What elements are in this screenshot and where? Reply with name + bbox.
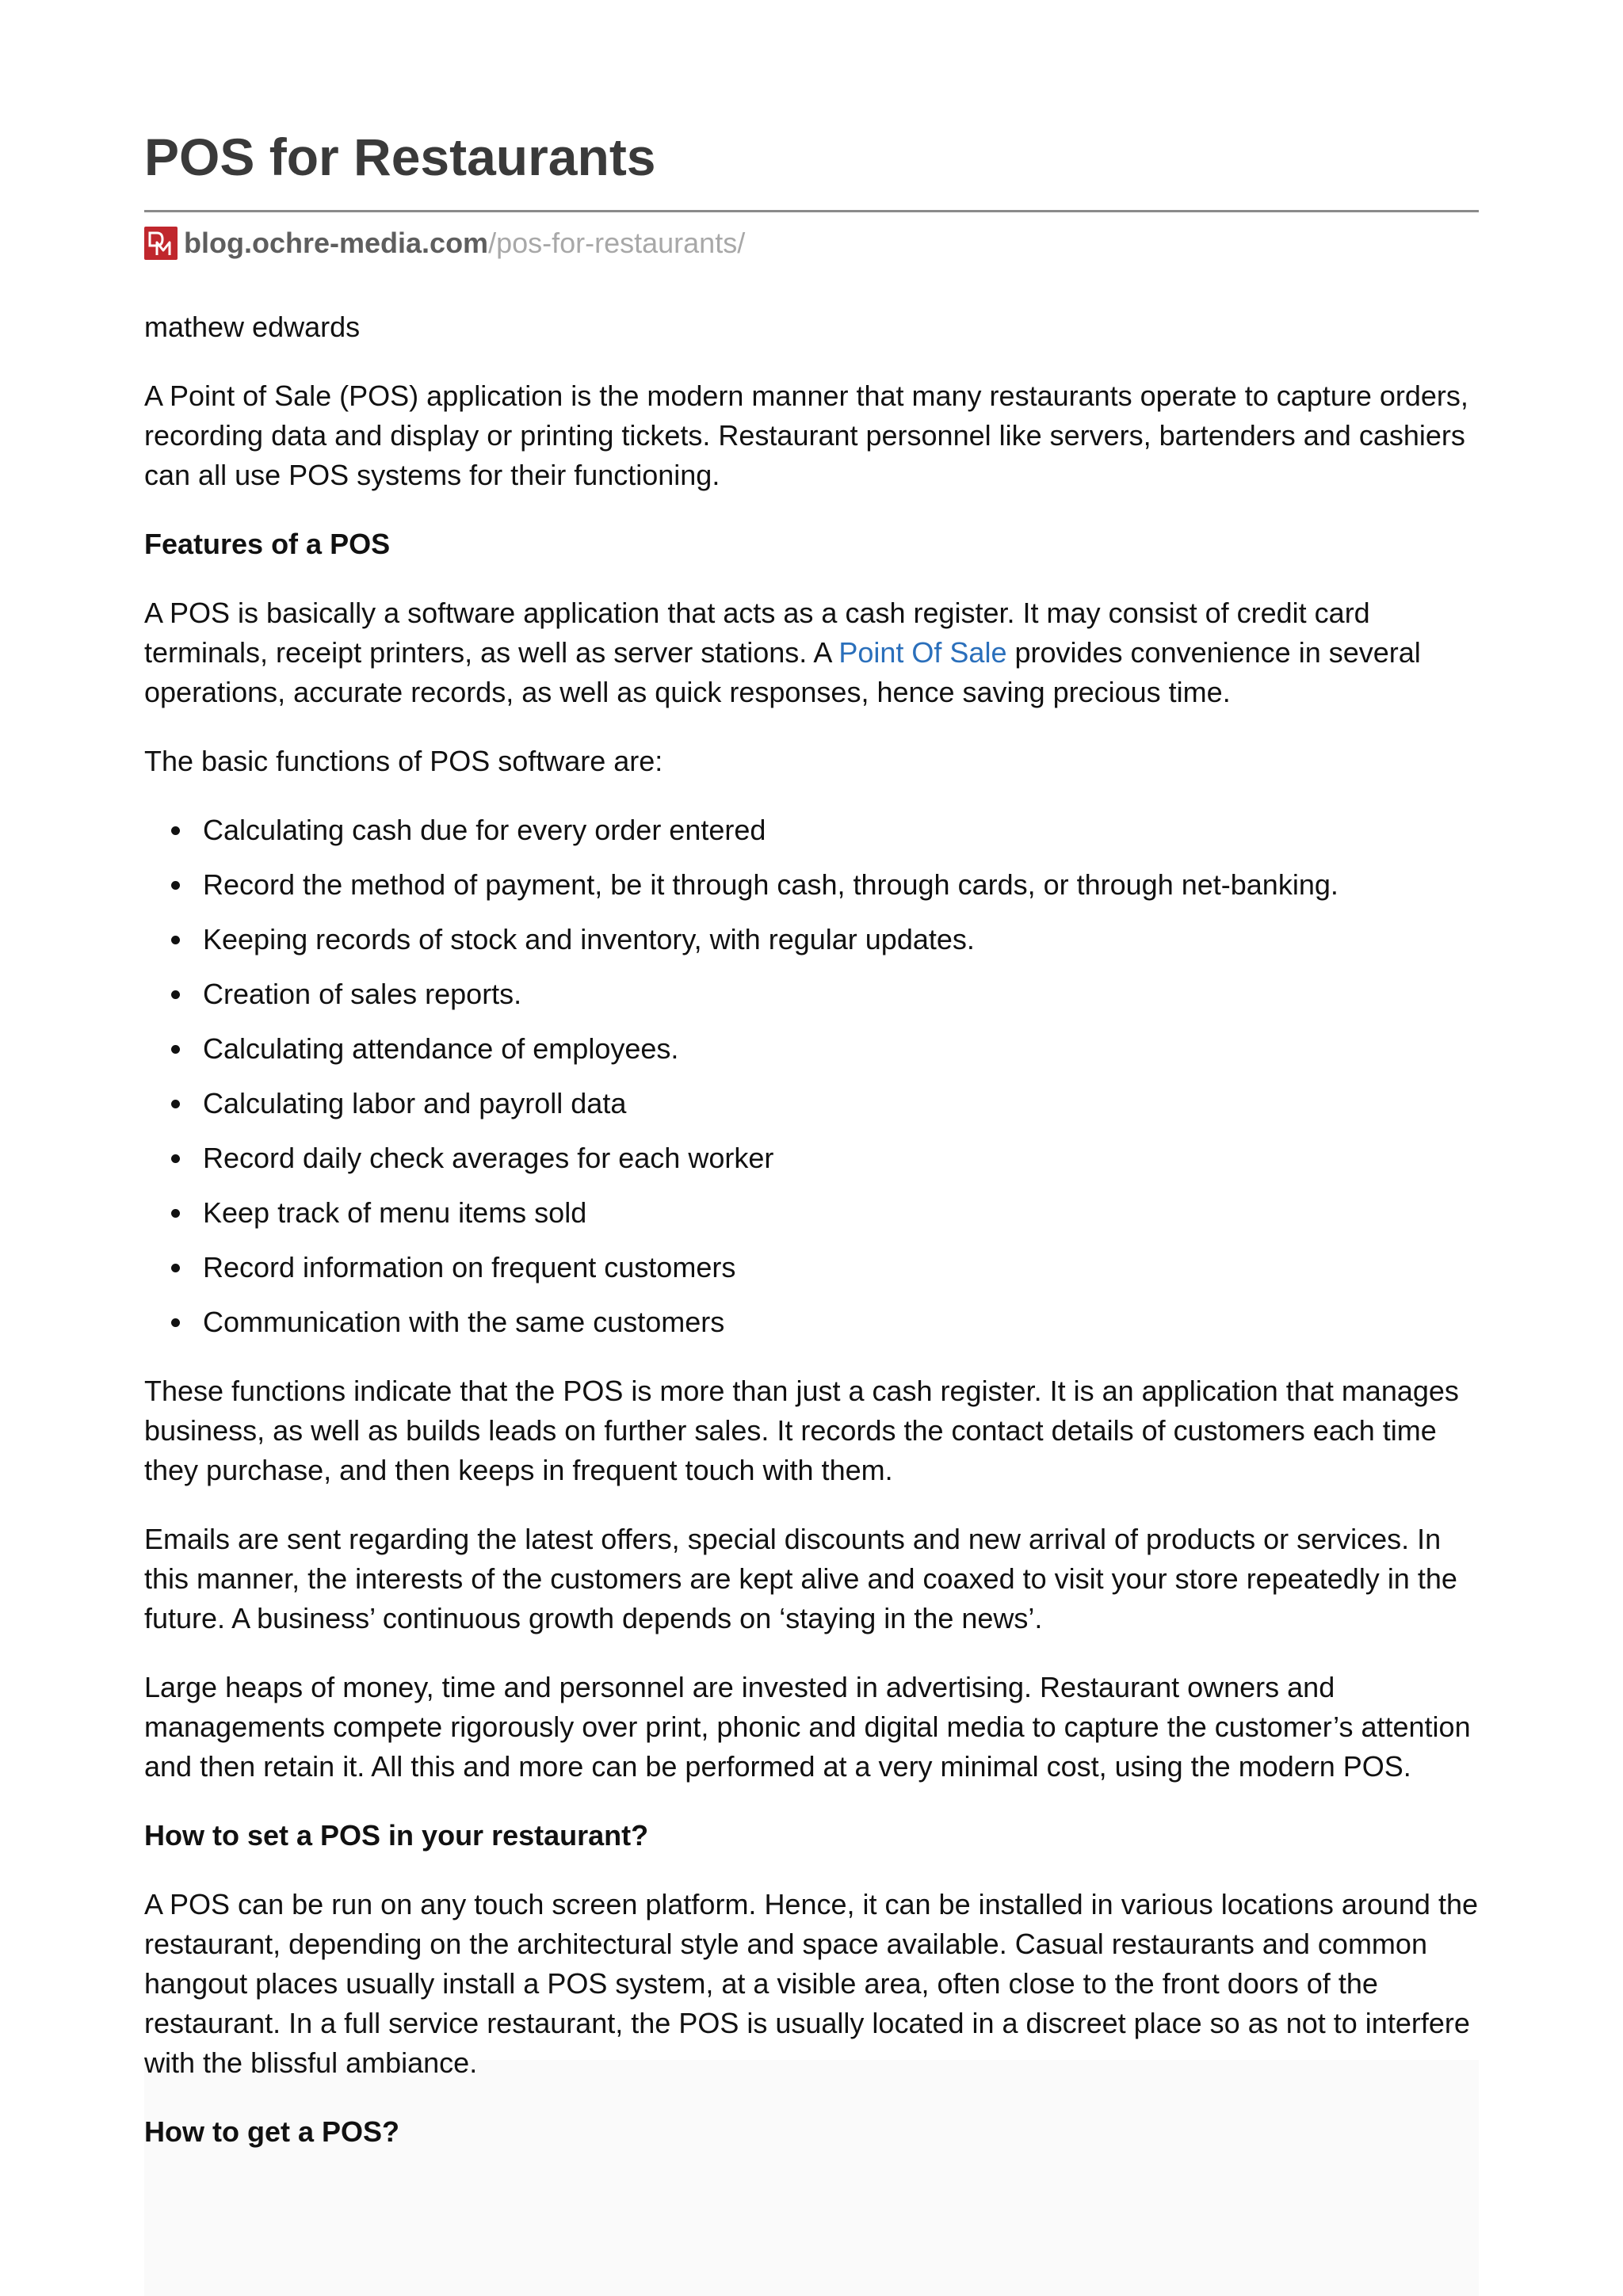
features-text-after-link: provides convenience in several operations, accurate records, as well as quick responses, hence saving precious time. [144,636,1421,708]
setup-paragraph: A POS can be run on any touch screen platform. Hence, it can be installed in various locations around the restaurant, depending on the architectural style and space available. Casual restaurants and common hangout places usually install a POS system, at a visible area, often close to the front doors of the restaurant. In a full service restaurant, the POS is usually located in a discreet place so as not to interfere with the blissful ambiance. [144,1888,1478,2079]
intro-paragraph: A Point of Sale (POS) application is the modern manner that many restaurants operate to capture orders, recording data and display or printing tickets. Restaurant personnel like servers, bartenders and cashiers can all use POS systems for their functioning. [144,379,1468,491]
author-name: mathew edwards [144,311,361,343]
list-item: Record the method of payment, be it through cash, through cards, or through net-banking. [203,865,1479,905]
functions-intro: The basic functions of POS software are: [144,745,663,777]
list-item: Keep track of menu items sold [203,1193,1479,1233]
features-heading: Features of a POS [144,528,391,560]
logo-monogram-graphic [146,228,176,258]
article-body [144,307,1479,2181]
get-pos-heading: How to get a POS? [144,2115,400,2148]
page-title: POS for Restaurants [144,128,656,186]
title-divider [144,210,1479,212]
list-item: Communication with the same customers [203,1302,1479,1342]
list-item: Record information on frequent customers [203,1248,1479,1287]
source-line [144,224,745,262]
list-item: Keeping records of stock and inventory, with regular updates. [203,920,1479,959]
list-item: Creation of sales reports. [203,974,1479,1014]
ochre-media-logo-icon [144,227,178,260]
advertising-paragraph: Large heaps of money, time and personnel are invested in advertising. Restaurant owners and managements compete rigorously over print, phonic and digital media to capture the customer’s attention and then retain it. All this and more can be performed at a very minimal cost, using the modern POS. [144,1671,1471,1783]
functions-list [144,810,1479,1342]
source-path: /pos-for-restaurants/ [488,227,746,259]
list-item: Calculating labor and payroll data [203,1084,1479,1123]
functions-summary-paragraph: These functions indicate that the POS is more than just a cash register. It is an application that manages business, as well as builds leads on further sales. It records the contact details of customers each time they purchase, and then keeps in frequent touch with them. [144,1375,1459,1486]
list-item: Record daily check averages for each worker [203,1138,1479,1178]
point-of-sale-link[interactable]: Point Of Sale [838,636,1007,669]
list-item: Calculating attendance of employees. [203,1029,1479,1069]
features-text-before-link: A POS is basically a software application that acts as a cash register. It may consist of credit card terminals, receipt printers, as well as server stations. A [144,597,1370,669]
features-paragraph [144,593,1479,712]
emails-paragraph: Emails are sent regarding the latest offers, special discounts and new arrival of products or services. In this manner, the interests of the customers are kept alive and coaxed to visit your store repeatedly in the future. A business’ continuous growth depends on ‘staying in the news’. [144,1523,1457,1634]
setup-heading: How to set a POS in your restaurant? [144,1819,649,1852]
list-item: Calculating cash due for every order entered [203,810,1479,850]
source-domain-link[interactable]: blog.ochre-media.com [184,227,489,259]
